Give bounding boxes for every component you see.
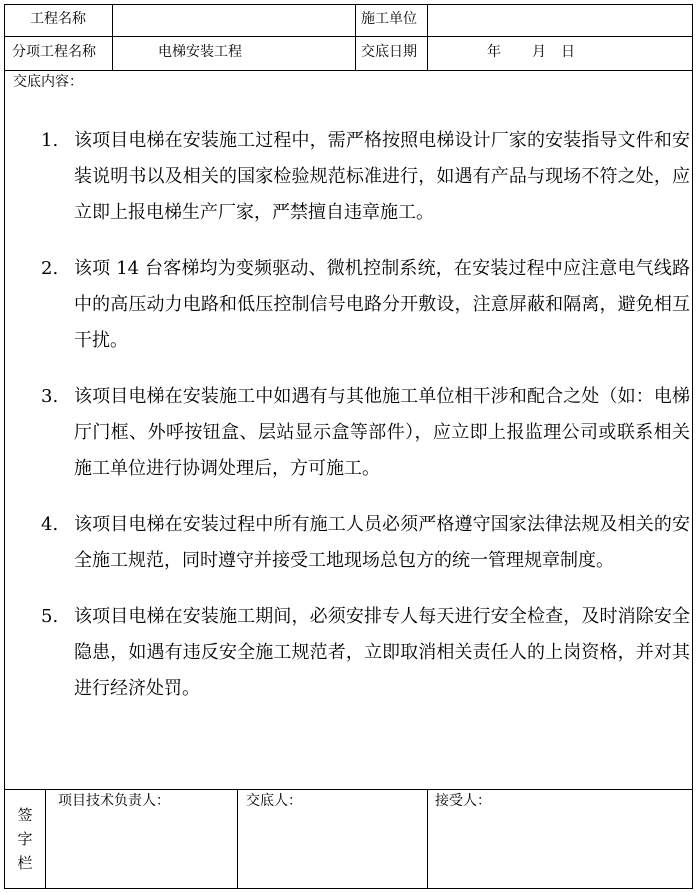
item-text: 该项目电梯在安装施工期间，必须安排专人每天进行安全检查，及时消除安全隐患，如遇有违反安全施工规范者，立即取消相关责任人的上岗资格，并对其进行经济处罚。 (74, 606, 690, 699)
content-label: 交底内容： (13, 74, 83, 90)
signature-divider (4, 789, 693, 790)
content-section (5, 71, 692, 789)
col-divider-2 (355, 4, 356, 71)
sub-project-value[interactable]: 电梯安装工程 (158, 44, 242, 60)
sign-col-divider-1 (45, 789, 46, 889)
content-list (5, 123, 692, 727)
date-month: 月 (532, 44, 546, 60)
item-text: 该项目电梯在安装施工过程中，需严格按照电梯设计厂家的安装指导文件和安装说明书以及相关的国家检验规范标准进行，如遇有产品与现场不符之处，应立即上报电梯生产厂家，严禁擅自违章施工。 (74, 130, 690, 223)
border-right (692, 4, 693, 889)
row-divider-1 (4, 36, 693, 37)
handover-form (4, 4, 693, 889)
col-divider-1 (112, 4, 113, 71)
date-year: 年 (487, 44, 501, 60)
item-text: 该项目电梯在安装过程中所有施工人员必须严格遵守国家法律法规及相关的安全施工规范，同时遵守并接受工地现场总包方的统一管理规章制度。 (74, 514, 690, 571)
date-day: 日 (561, 44, 575, 60)
item-number: 1. (41, 130, 59, 151)
item-number: 3. (41, 386, 59, 407)
sub-project-label: 分项工程名称 (12, 44, 96, 60)
tech-lead-label: 项目技术负责人： (58, 793, 170, 809)
handover-person-label: 交底人： (246, 793, 302, 809)
sign-col-divider-2 (237, 789, 238, 889)
border-top (4, 4, 693, 5)
construction-unit-label: 施工单位 (361, 11, 417, 27)
item-number: 4. (41, 514, 59, 535)
date-label: 交底日期 (361, 44, 417, 60)
item-text: 该项目电梯在安装施工中如遇有与其他施工单位相干涉和配合之处（如：电梯厅门框、外呼按钮盒、层站显示盒等部件），应立即上报监理公司或联系相关施工单位进行协调处理后，方可施工。 (74, 386, 690, 479)
signature-char: 签 (17, 806, 33, 824)
list-item (5, 507, 692, 579)
signature-section-label (5, 790, 45, 888)
signature-char: 字 (17, 830, 33, 848)
item-text: 该项 14 台客梯均为变频驱动、微机控制系统，在安装过程中应注意电气线路中的高压动力电路和低压控制信号电路分开敷设，注意屏蔽和隔离，避免相互干扰。 (74, 258, 690, 351)
list-item (5, 123, 692, 231)
project-name-label: 工程名称 (30, 11, 86, 27)
item-number: 2. (41, 258, 59, 279)
border-bottom (4, 888, 693, 889)
list-item (5, 599, 692, 707)
col-divider-3 (427, 4, 428, 71)
signature-char: 栏 (17, 854, 33, 872)
item-number: 5. (41, 606, 59, 627)
list-item (5, 251, 692, 359)
receiver-label: 接受人： (435, 793, 491, 809)
list-item (5, 379, 692, 487)
sign-col-divider-3 (427, 789, 428, 889)
